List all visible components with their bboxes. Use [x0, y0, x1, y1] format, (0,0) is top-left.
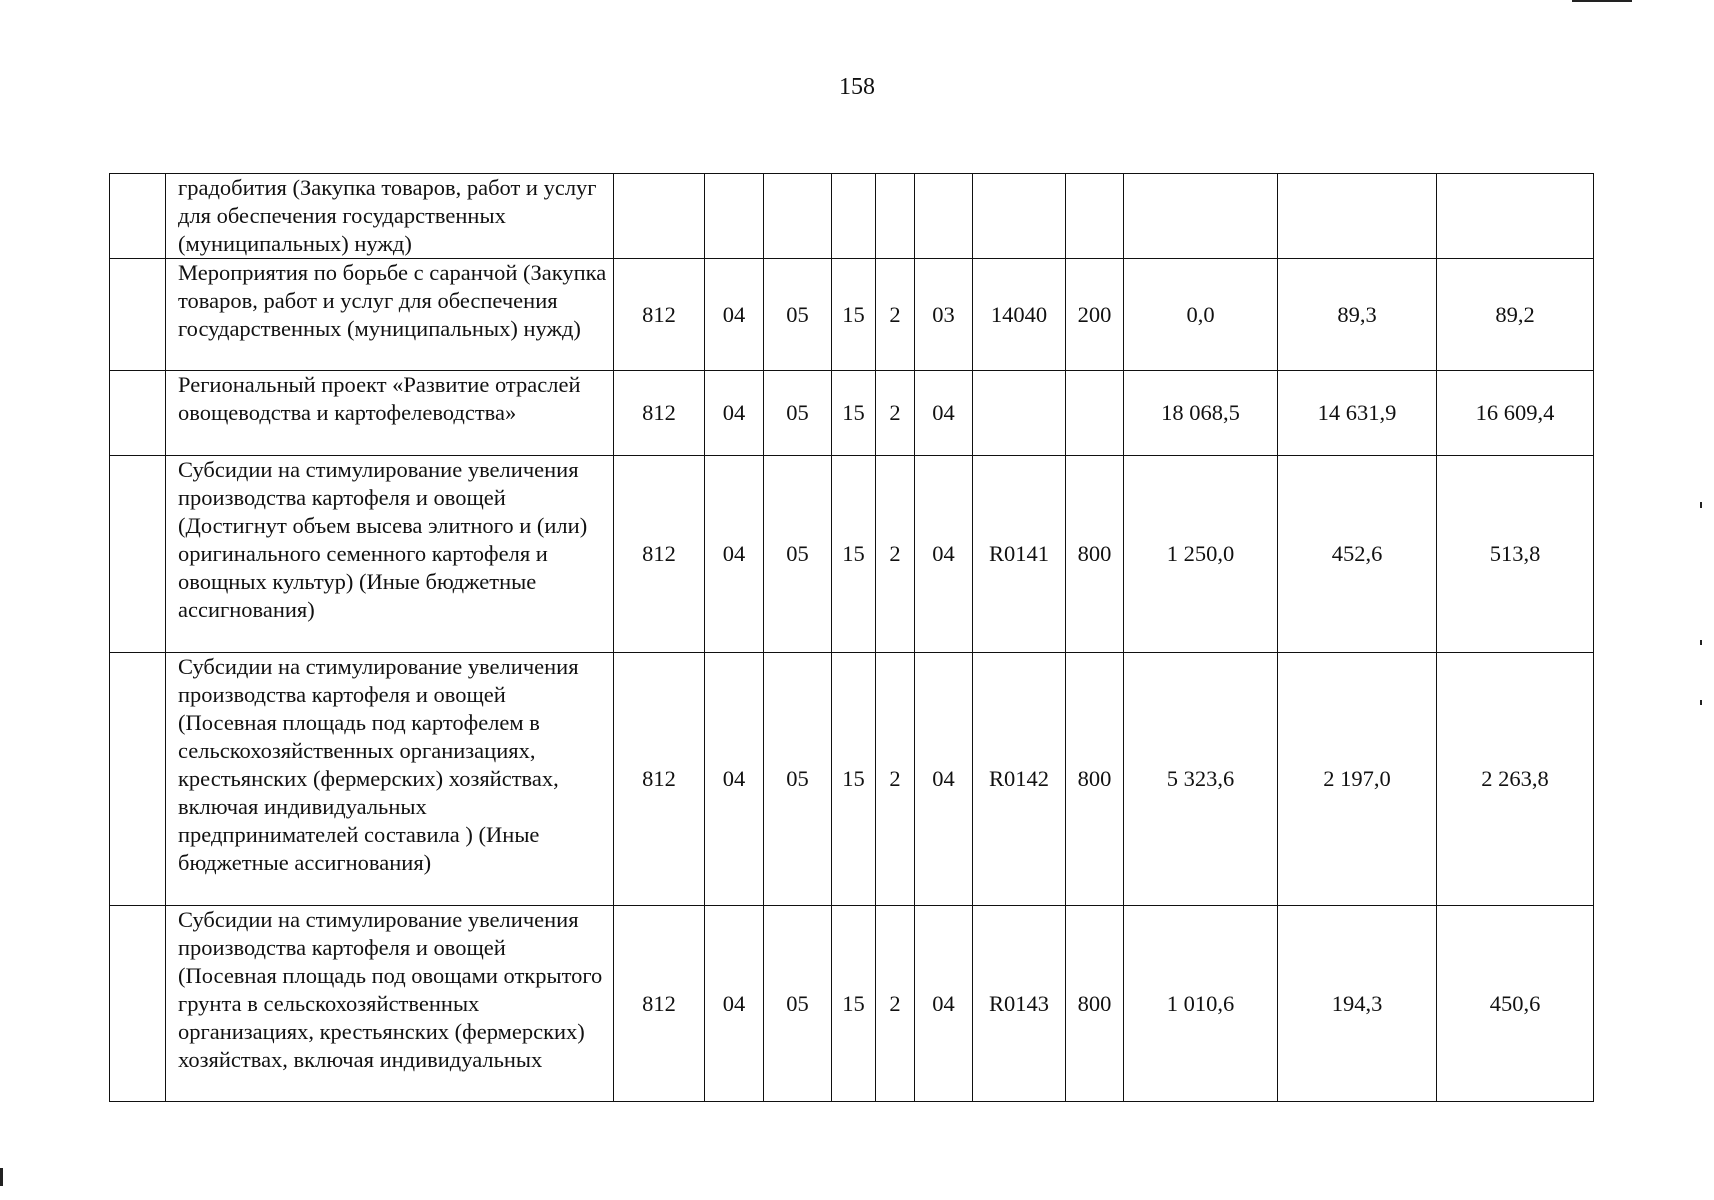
expense-type-code — [1066, 371, 1124, 456]
direction-code: R0141 — [973, 456, 1066, 653]
amount-year-2: 2 197,0 — [1278, 653, 1437, 906]
program-code: 15 — [832, 906, 876, 1102]
scan-artifact — [1700, 640, 1702, 645]
table-row — [110, 906, 1594, 1102]
expense-type-code: 200 — [1066, 259, 1124, 371]
subprogram-code: 2 — [876, 906, 915, 1102]
project-code: 04 — [915, 456, 973, 653]
scan-artifact — [1700, 502, 1702, 508]
amount-year-3 — [1437, 174, 1594, 259]
amount-year-3: 2 263,8 — [1437, 653, 1594, 906]
scan-artifact — [0, 1168, 3, 1186]
item-name: Субсидии на стимулирование увеличения производства картофеля и овощей (Достигнут объем высева элитного и (или) оригинального семенного картофеля и овощных культур) (Иные бюджетные ассигнования) — [166, 456, 614, 653]
subsection-code: 05 — [764, 259, 832, 371]
subsection-code — [764, 174, 832, 259]
project-code — [915, 174, 973, 259]
amount-year-2: 14 631,9 — [1278, 371, 1437, 456]
ministry-code: 812 — [614, 456, 705, 653]
amount-year-2 — [1278, 174, 1437, 259]
subsection-code: 05 — [764, 906, 832, 1102]
item-name: Региональный проект «Развитие отраслей овощеводства и картофелеводства» — [166, 371, 614, 456]
subsection-code: 05 — [764, 653, 832, 906]
section-code — [705, 174, 764, 259]
subsection-code: 05 — [764, 371, 832, 456]
row-number-cell — [110, 456, 166, 653]
row-number-cell — [110, 906, 166, 1102]
amount-year-1: 0,0 — [1124, 259, 1278, 371]
direction-code — [973, 371, 1066, 456]
table-row — [110, 371, 1594, 456]
amount-year-1: 1 250,0 — [1124, 456, 1278, 653]
subprogram-code: 2 — [876, 371, 915, 456]
amount-year-3: 450,6 — [1437, 906, 1594, 1102]
section-code: 04 — [705, 653, 764, 906]
expense-type-code: 800 — [1066, 906, 1124, 1102]
program-code: 15 — [832, 653, 876, 906]
ministry-code — [614, 174, 705, 259]
item-name: Субсидии на стимулирование увеличения производства картофеля и овощей (Посевная площадь под овощами открытого грунта в сельскохозяйственных организациях, крестьянских (фермерских) хозяйствах, включая индивидуальных — [166, 906, 614, 1102]
project-code: 04 — [915, 371, 973, 456]
ministry-code: 812 — [614, 906, 705, 1102]
row-number-cell — [110, 653, 166, 906]
page-number: 158 — [839, 74, 875, 100]
project-code: 04 — [915, 653, 973, 906]
row-number-cell — [110, 174, 166, 259]
section-code: 04 — [705, 259, 764, 371]
ministry-code: 812 — [614, 653, 705, 906]
amount-year-2: 89,3 — [1278, 259, 1437, 371]
amount-year-1: 1 010,6 — [1124, 906, 1278, 1102]
subprogram-code: 2 — [876, 456, 915, 653]
program-code: 15 — [832, 371, 876, 456]
amount-year-2: 194,3 — [1278, 906, 1437, 1102]
row-number-cell — [110, 259, 166, 371]
table-row — [110, 456, 1594, 653]
amount-year-1: 5 323,6 — [1124, 653, 1278, 906]
direction-code — [973, 174, 1066, 259]
direction-code: 14040 — [973, 259, 1066, 371]
amount-year-3: 16 609,4 — [1437, 371, 1594, 456]
scan-artifact — [1572, 0, 1632, 2]
section-code: 04 — [705, 456, 764, 653]
amount-year-1 — [1124, 174, 1278, 259]
subprogram-code: 2 — [876, 653, 915, 906]
ministry-code: 812 — [614, 259, 705, 371]
amount-year-3: 513,8 — [1437, 456, 1594, 653]
section-code: 04 — [705, 371, 764, 456]
item-name: Субсидии на стимулирование увеличения производства картофеля и овощей (Посевная площадь под картофелем в сельскохозяйственных организациях, крестьянских (фермерских) хозяйствах, включая индивидуальных предпринимателей составила ) (Иные бюджетные ассигнования) — [166, 653, 614, 906]
direction-code: R0142 — [973, 653, 1066, 906]
ministry-code: 812 — [614, 371, 705, 456]
section-code: 04 — [705, 906, 764, 1102]
table-row — [110, 653, 1594, 906]
direction-code: R0143 — [973, 906, 1066, 1102]
table-row — [110, 174, 1594, 259]
amount-year-2: 452,6 — [1278, 456, 1437, 653]
subprogram-code: 2 — [876, 259, 915, 371]
item-name: градобития (Закупка товаров, работ и услуг для обеспечения государственных (муниципальных) нужд) — [166, 174, 614, 259]
expense-type-code — [1066, 174, 1124, 259]
project-code: 03 — [915, 259, 973, 371]
scan-artifact — [1700, 700, 1702, 705]
expense-type-code: 800 — [1066, 456, 1124, 653]
row-number-cell — [110, 371, 166, 456]
program-code: 15 — [832, 259, 876, 371]
amount-year-1: 18 068,5 — [1124, 371, 1278, 456]
table-row — [110, 259, 1594, 371]
project-code: 04 — [915, 906, 973, 1102]
subsection-code: 05 — [764, 456, 832, 653]
item-name: Мероприятия по борьбе с саранчой (Закупка товаров, работ и услуг для обеспечения государственных (муниципальных) нужд) — [166, 259, 614, 371]
budget-table — [109, 173, 1594, 1102]
expense-type-code: 800 — [1066, 653, 1124, 906]
amount-year-3: 89,2 — [1437, 259, 1594, 371]
subprogram-code — [876, 174, 915, 259]
program-code — [832, 174, 876, 259]
program-code: 15 — [832, 456, 876, 653]
